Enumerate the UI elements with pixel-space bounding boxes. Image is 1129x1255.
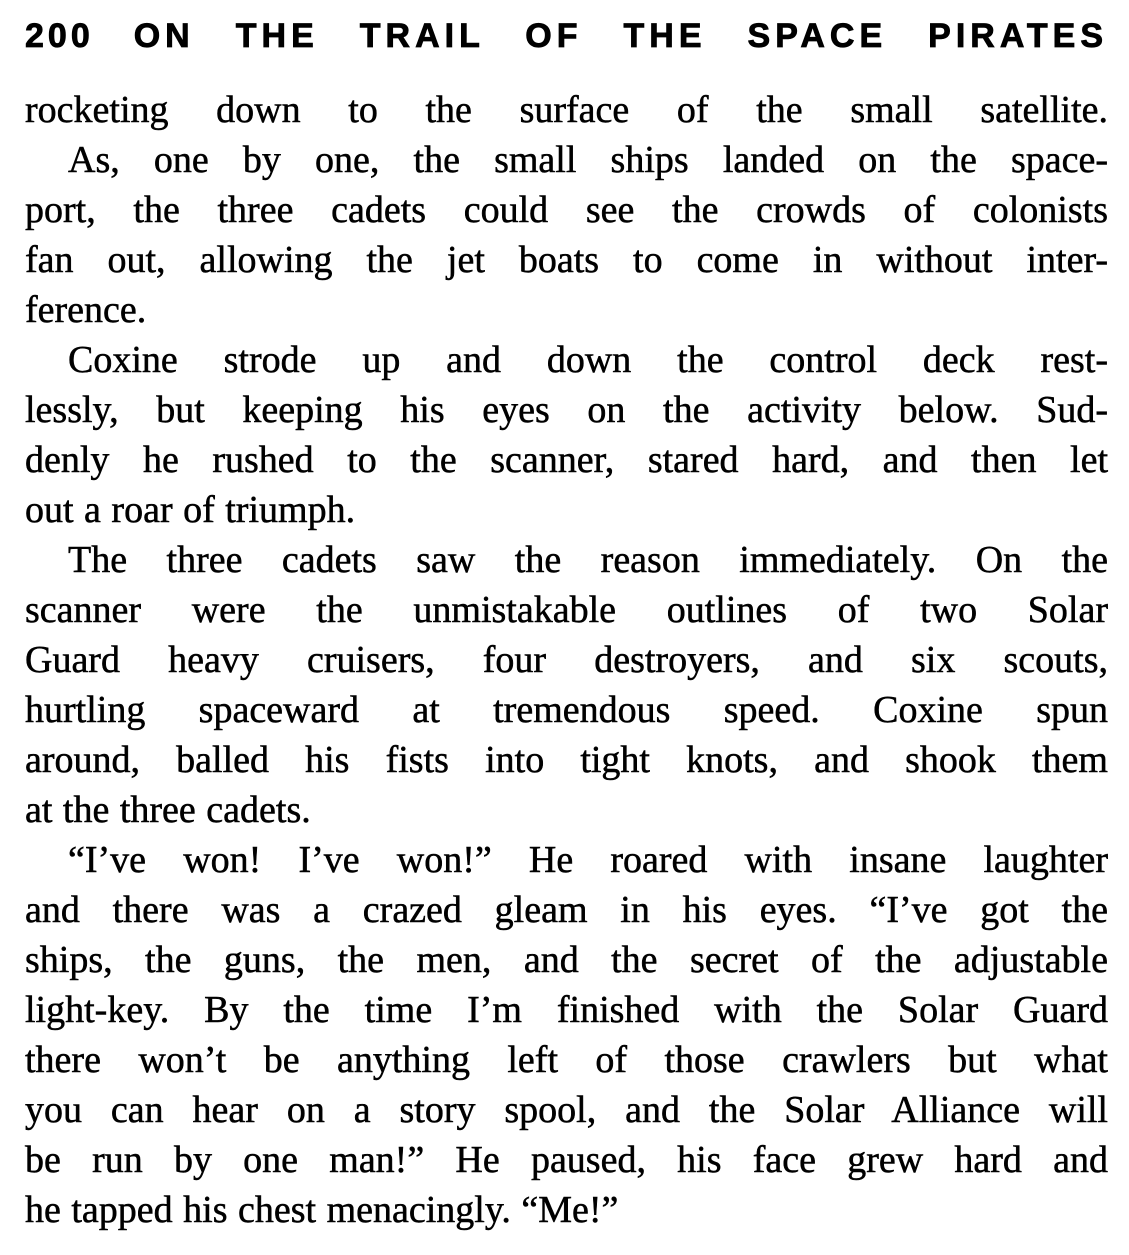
paragraph <box>25 85 1108 135</box>
text-line: Coxine strode up and down the control deck rest- <box>68 339 1108 381</box>
running-title: ON THE TRAIL OF THE SPACE PIRATES <box>133 17 1108 55</box>
paragraph <box>25 535 1108 835</box>
text-line: As, one by one, the small ships landed on the space- <box>68 139 1108 181</box>
paragraph <box>25 335 1108 535</box>
text-line: ships, the guns, the men, and the secret of the adjustable <box>25 939 1108 981</box>
paragraph <box>25 135 1108 335</box>
text-line: “I’ve won! I’ve won!” He roared with insane laughter <box>68 839 1108 881</box>
text-line: light-key. By the time I’m finished with the Solar Guard <box>25 989 1108 1031</box>
text-line: The three cadets saw the reason immediately. On the <box>68 539 1108 581</box>
text-line: and there was a crazed gleam in his eyes. “I’ve got the <box>25 889 1108 931</box>
text-line: port, the three cadets could see the crowds of colonists <box>25 189 1108 231</box>
page-header <box>25 14 1108 58</box>
text-line: rocketing down to the surface of the small satellite. <box>25 89 1108 131</box>
text-line: out a roar of triumph. <box>25 489 356 531</box>
text-line: he tapped his chest menacingly. “Me!” <box>25 1189 619 1231</box>
text-line: around, balled his fists into tight knots, and shook them <box>25 739 1108 781</box>
text-line: there won’t be anything left of those crawlers but what <box>25 1039 1108 1081</box>
text-line: Guard heavy cruisers, four destroyers, and six scouts, <box>25 639 1108 681</box>
paragraph <box>25 835 1108 1235</box>
text-line: be run by one man!” He paused, his face grew hard and <box>25 1139 1108 1181</box>
text-line: scanner were the unmistakable outlines of two Solar <box>25 589 1108 631</box>
text-line: lessly, but keeping his eyes on the activity below. Sud- <box>25 389 1108 431</box>
text-line: at the three cadets. <box>25 789 311 831</box>
text-line: ference. <box>25 289 147 331</box>
text-line: denly he rushed to the scanner, stared hard, and then let <box>25 439 1108 481</box>
text-line: fan out, allowing the jet boats to come in without inter- <box>25 239 1108 281</box>
text-line: you can hear on a story spool, and the Solar Alliance will <box>25 1089 1108 1131</box>
body-text <box>25 85 1108 1235</box>
page-number: 200 <box>25 17 94 55</box>
text-line: hurtling spaceward at tremendous speed. Coxine spun <box>25 689 1108 731</box>
